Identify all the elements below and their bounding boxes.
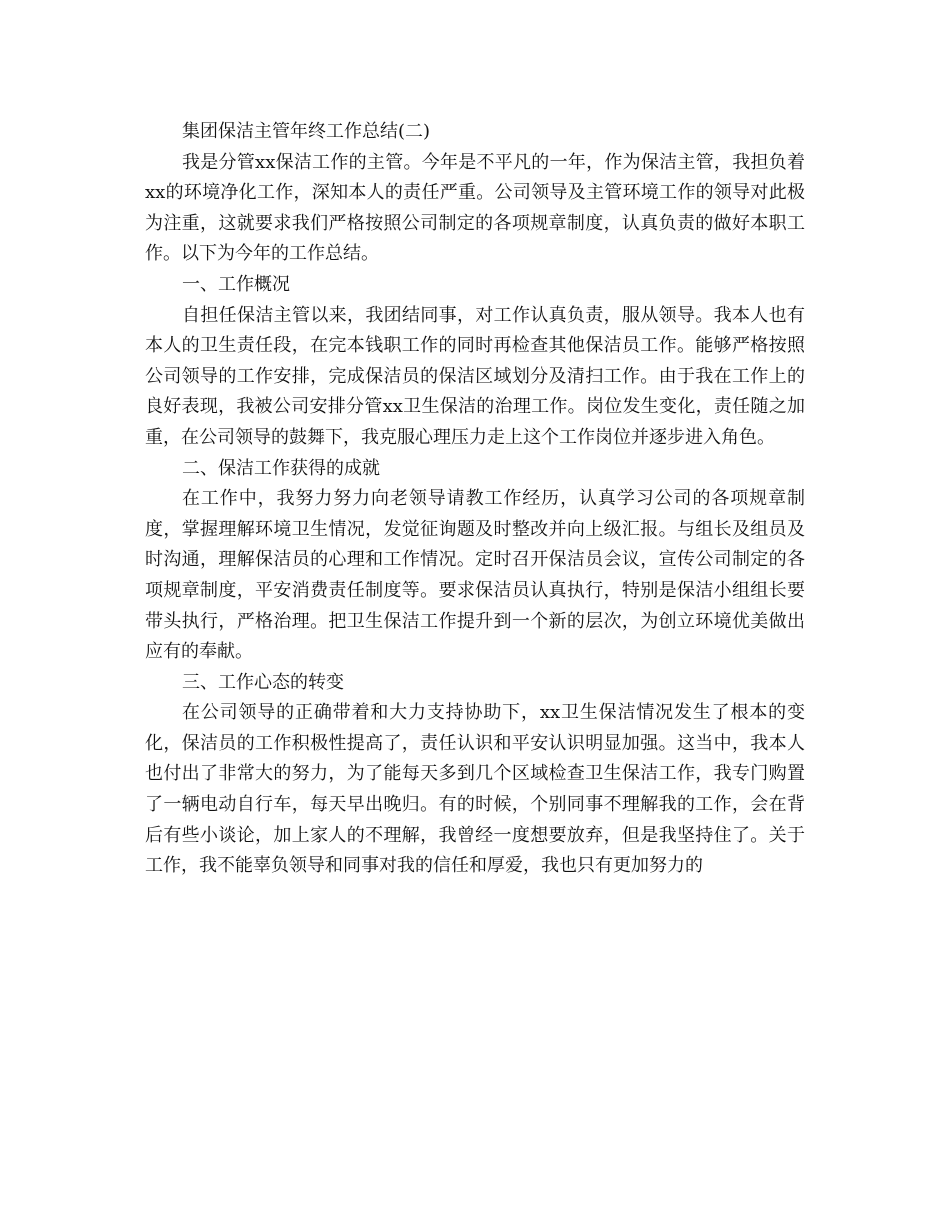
section-heading-overview: 一、工作概况 — [182, 273, 290, 295]
paragraph-attitude: 在公司领导的正确带着和大力支持协助下，xx卫生保洁情况发生了根本的变化，保洁员的工作积极性提高了，责任认识和平安认识明显加强。这当中，我本人也付出了非常大的努力，为了能每天多到几个区域检查卫生保洁工作，我专门购置了一辆电动自行车，每天早出晚归。有的时候，个别同事不理解我的工作，会在背后有些小谈论，加上家人的不理解，我曾经一度想要放弃，但是我坚持住了。关于工作，我不能辜负领导和同事对我的信任和厚爱，我也只有更加努力的 — [145, 702, 805, 877]
document-body — [145, 117, 805, 882]
paragraph-overview: 自担任保洁主管以来，我团结同事，对工作认真负责，服从领导。我本人也有本人的卫生责任段，在完本钱职工作的同时再检查其他保洁员工作。能够严格按照公司领导的工作安排，完成保洁员的保洁区域划分及清扫工作。由于我在工作上的良好表现，我被公司安排分管xx卫生保洁的治理工作。岗位发生变化，责任随之加重，在公司领导的鼓舞下，我克服心理压力走上这个工作岗位并逐步进入角色。 — [145, 304, 805, 448]
document-title: 集团保洁主管年终工作总结(二) — [182, 121, 431, 142]
section-heading-achievements: 二、保洁工作获得的成就 — [182, 457, 380, 479]
section-heading-attitude: 三、工作心态的转变 — [182, 671, 344, 693]
paragraph-intro: 我是分管xx保洁工作的主管。今年是不平凡的一年，作为保洁主管，我担负着xx的环境净化工作，深知本人的责任严重。公司领导及主管环境工作的领导对此极为注重，这就要求我们严格按照公司制定的各项规章制度，认真负责的做好本职工作。以下为今年的工作总结。 — [145, 151, 805, 265]
paragraph-achievements: 在工作中，我努力努力向老领导请教工作经历，认真学习公司的各项规章制度，掌握理解环境卫生情况，发觉征询题及时整改并向上级汇报。与组长及组员及时沟通，理解保洁员的心理和工作情况。定时召开保洁员会议，宣传公司制定的各项规章制度，平安消费责任制度等。要求保洁员认真执行，特别是保洁小组组长要带头执行，严格治理。把卫生保洁工作提升到一个新的层次，为创立环境优美做出应有的奉献。 — [145, 488, 805, 663]
